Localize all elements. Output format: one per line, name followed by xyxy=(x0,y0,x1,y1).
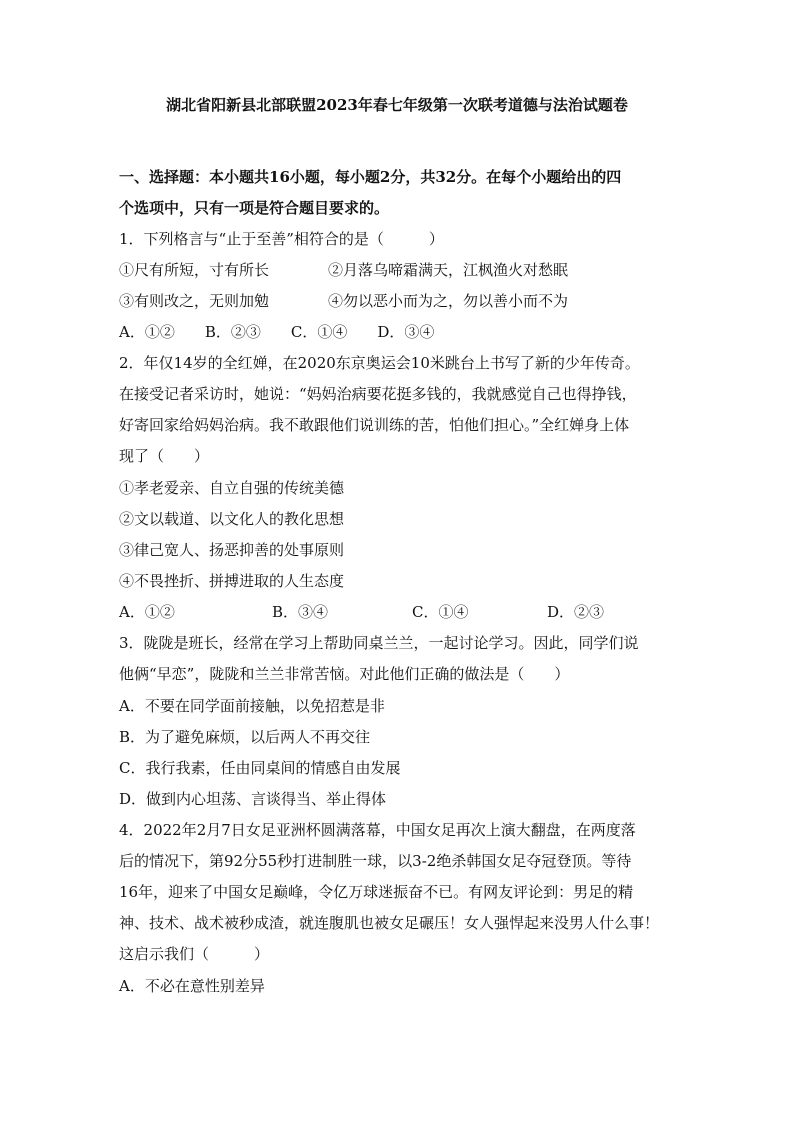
q3-option-a: A．不要在同学面前接触，以免招惹是非 xyxy=(119,697,385,715)
page-title: 湖北省阳新县北部联盟2023年春七年级第一次联考道德与法治试题卷 xyxy=(166,96,628,114)
q4-stem-line-3: 16年，迎来了中国女足巅峰，令亿万球迷振奋不已。有网友评论到：男足的精 xyxy=(119,883,634,901)
q2-option-4: ④不畏挫折、拼搏进取的人生态度 xyxy=(119,572,345,590)
q4-stem-line-1: 4．2022年2月7日女足亚洲杯圆满落幕，中国女足再次上演大翻盘，在两度落 xyxy=(119,821,636,839)
q1-option-4: ④勿以恶小而为之，勿以善小而不为 xyxy=(328,292,569,310)
q4-option-a: A．不必在意性别差异 xyxy=(119,977,265,995)
q2-stem-line-1: 2．年仅14岁的全红婵，在2020东京奥运会10米跳台上书写了新的少年传奇。 xyxy=(119,354,640,372)
q1-option-3: ③有则改之，无则加勉 xyxy=(119,292,270,310)
q2-choice-b: B．③④ xyxy=(272,603,329,621)
q2-option-2: ②文以载道、以文化人的教化思想 xyxy=(119,510,345,528)
q3-option-c: C．我行我素，任由同桌间的情感自由发展 xyxy=(119,759,401,777)
q2-option-3: ③律己宽人、扬恶抑善的处事原则 xyxy=(119,541,345,559)
q4-stem-line-2: 后的情况下，第92分55秒打进制胜一球，以3-2绝杀韩国女足夺冠登顶。等待 xyxy=(119,852,632,870)
q2-option-1: ①孝老爱亲、自立自强的传统美德 xyxy=(119,479,345,497)
q3-option-b: B．为了避免麻烦，以后两人不再交往 xyxy=(119,728,371,746)
q2-stem-line-4: 现了（ ） xyxy=(119,447,210,465)
q2-choice-a: A．①② xyxy=(119,603,175,621)
q3-option-d: D．做到内心坦荡、言谈得当、举止得体 xyxy=(119,790,387,808)
q2-stem-line-3: 好寄回家给妈妈治病。我不敢跟他们说训练的苦，怕他们担心。”全红婵身上体 xyxy=(119,416,630,434)
q1-stem: 1．下列格言与“止于至善”相符合的是（ ） xyxy=(119,230,444,248)
q2-choice-c: C．①④ xyxy=(412,603,469,621)
section-heading-line-1: 一、选择题：本小题共16小题，每小题2分，共32分。在每个小题给出的四 xyxy=(119,168,622,186)
q1-option-2: ②月落乌啼霜满天，江枫渔火对愁眠 xyxy=(328,261,569,279)
q2-stem-line-2: 在接受记者采访时，她说：“妈妈治病要花挺多钱的，我就感觉自己也得挣钱， xyxy=(119,385,637,403)
q4-stem-line-5: 这启示我们（ ） xyxy=(119,945,270,963)
section-heading-line-2: 个选项中，只有一项是符合题目要求的。 xyxy=(119,199,390,217)
q3-stem-line-2: 他俩“早恋”，陇陇和兰兰非常苦恼。对此他们正确的做法是（ ） xyxy=(119,665,570,683)
q1-option-1: ①尺有所短，寸有所长 xyxy=(119,261,270,279)
q4-stem-line-4: 神、技术、战术被秒成渣，就连腹肌也被女足碾压！女人强悍起来没男人什么事！ xyxy=(119,914,660,932)
q3-stem-line-1: 3．陇陇是班长，经常在学习上帮助同桌兰兰，一起讨论学习。因此，同学们说 xyxy=(119,634,639,652)
q2-choice-d: D．②③ xyxy=(547,603,605,621)
q1-choices: A．①② B．②③ C．①④ D．③④ xyxy=(119,323,435,341)
